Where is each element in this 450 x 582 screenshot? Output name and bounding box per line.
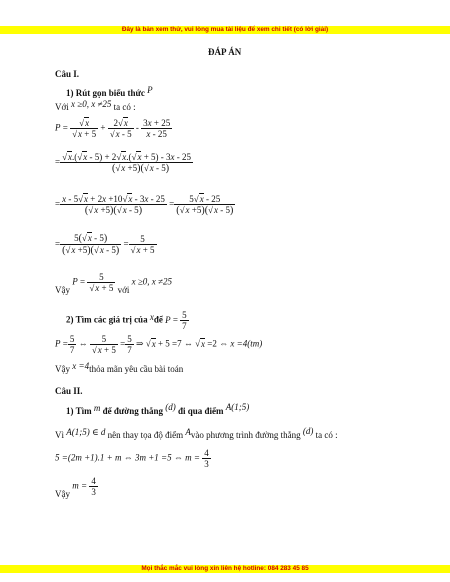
cau2-sentence: Vì A(1;5) ∈ d nên thay tọa độ điểm Avào phương trình đường thẳng (d) ta có : bbox=[55, 426, 338, 440]
header-banner: Đây là bản xem thử, vui lòng mua tài liệu để xem chi tiết (có lời giải) bbox=[0, 26, 450, 34]
cau1-heading: Câu I. bbox=[55, 69, 80, 79]
result-p: Vậy P = $\frac{5}{√x + 5}$ với x ≥0, x ≠25 bbox=[55, 272, 172, 295]
step-1: = $\frac{√x.(√x - 5) + 2√x.(√x + 5) - 3x - 25}{(√x +5)(√x - 5)}$ bbox=[55, 152, 192, 174]
step-2: = $\frac{x - 5√x + 2x +10√x - 3x - 25}{(√x +5)(√x - 5)}$ = $\frac{5√x - 25}{(√x +5)(√x - 5)}$ bbox=[55, 194, 234, 216]
part2-conclusion: Vậy x =4thỏa mãn yêu cầu bài toán bbox=[55, 361, 184, 374]
footer-banner: Mọi thắc mắc vui lòng xin liên hệ hotline: 084 283 45 85 bbox=[0, 565, 450, 573]
part2-equation: P = $\frac{5}{7}$ ⇔ $\frac{5}{√x + 5}$ = $\frac{5}{7}$ ⇒ √x + 5 =7 ⇔ √x =2 ⇔ x =4(tm) bbox=[55, 334, 263, 355]
expression-p: P = $\frac{√x}{√x + 5}$ + $\frac{2√x}{√x - 5}$ - $\frac{3x + 25}{x - 25}$ bbox=[55, 118, 171, 139]
cau2-part1-heading: 1) Tìm m để đường thẳng (d) đi qua điểm A(1;5) bbox=[66, 402, 250, 416]
page-title: ĐÁP ÁN bbox=[208, 47, 242, 57]
cau2-conclusion: Vậy m = $\frac{4}{3}$ bbox=[55, 476, 96, 499]
cau1-part1-heading: 1) Rút gọn biểu thức P bbox=[66, 85, 153, 98]
condition-line: Với x ≥0, x ≠25 ta có : bbox=[55, 99, 136, 112]
cau1-part2-heading: 2) Tìm các giá trị của xđể P = $\frac{5}{7}$ bbox=[66, 310, 187, 331]
cau2-equation: 5 =(2m +1).1 + m ⇔ 3m +1 =5 ⇔ m = $\frac{4}{3}$ bbox=[55, 448, 209, 469]
cau2-heading: Câu II. bbox=[55, 386, 83, 396]
step-3: = $\frac{5(√x - 5)}{(√x +5)(√x - 5)}$ = $\frac{5}{√x + 5}$ bbox=[55, 233, 155, 256]
